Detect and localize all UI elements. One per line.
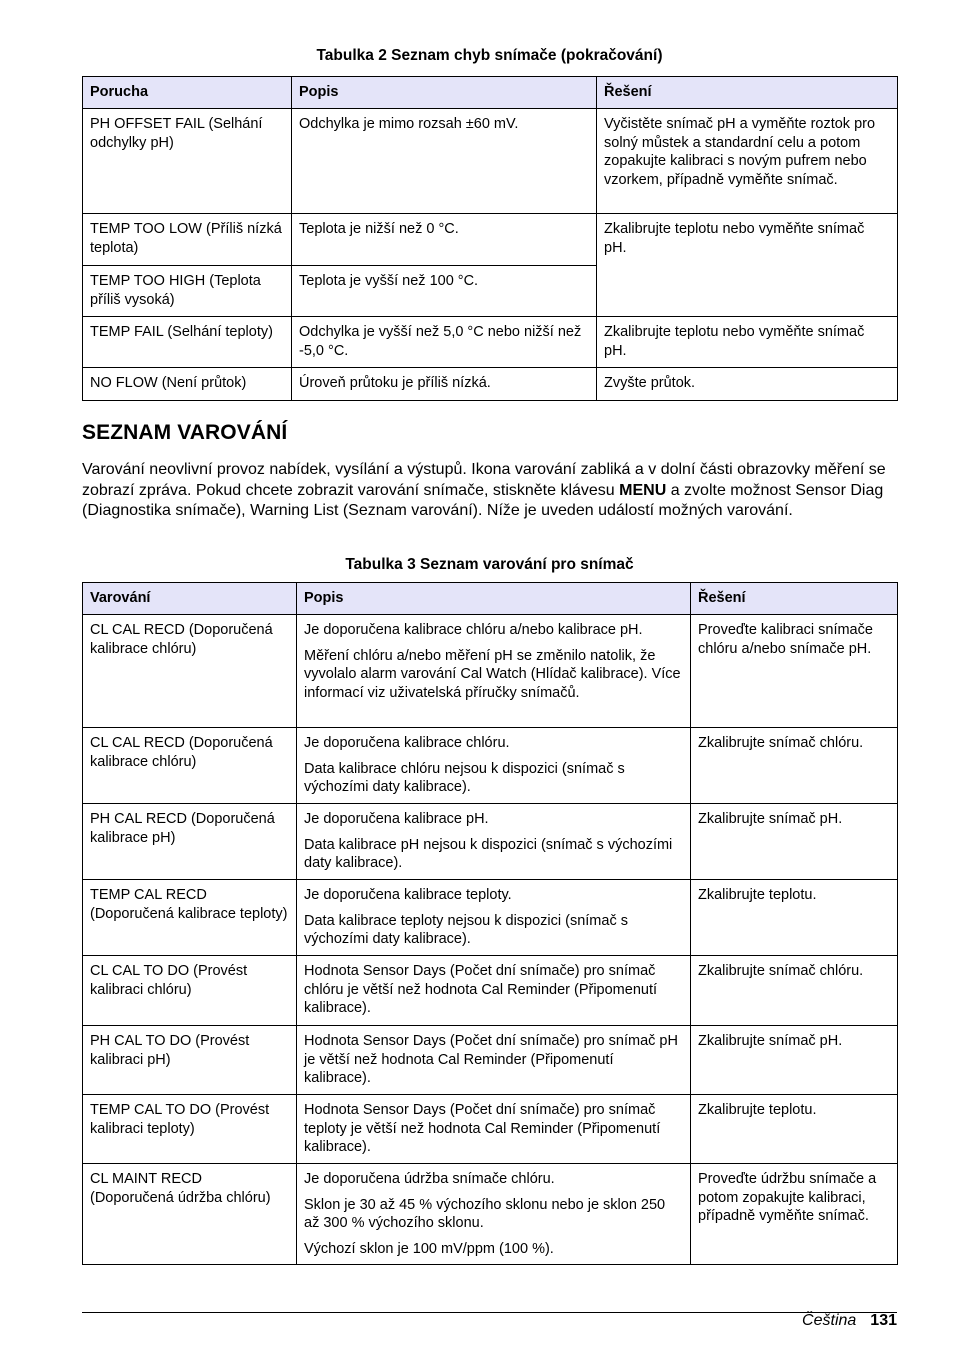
description-cell: Teplota je nižší než 0 °C.	[292, 214, 597, 266]
description-line: Sklon je 30 až 45 % výchozího sklonu nebo je sklon 250 až 300 % výchozího sklonu.	[304, 1196, 666, 1231]
table-header-row	[83, 77, 898, 109]
description-line: Je doporučena kalibrace chlóru a/nebo kalibrace pH.	[304, 622, 643, 638]
warning-cell: CL CAL RECD (Doporučená kalibrace chlóru)	[83, 615, 297, 728]
description-line: Je doporučena údržba snímače chlóru.	[304, 1171, 555, 1187]
warning-cell: TEMP CAL TO DO (Provést kalibraci teploty)	[83, 1095, 297, 1164]
table-row	[83, 615, 898, 728]
description-line: Měření chlóru a/nebo měření pH se změnilo natolik, že vyvolalo alarm varování Cal Watch (Hlídač kalibrace). Více informací viz uživatelská příručky snímačů.	[304, 647, 681, 701]
table-row	[83, 1026, 898, 1095]
solution-cell: Zkalibrujte snímač pH.	[691, 804, 898, 880]
description-cell: Teplota je vyšší než 100 °C.	[292, 266, 597, 317]
warning-cell: TEMP CAL RECD (Doporučená kalibrace teploty)	[83, 880, 297, 956]
footer-divider	[82, 1312, 897, 1313]
fault-cell: TEMP TOO LOW (Příliš nízká teplota)	[83, 214, 292, 266]
solution-cell: Zkalibrujte teplotu.	[691, 1095, 898, 1164]
section-intro	[82, 460, 897, 522]
table-row	[83, 368, 898, 401]
warning-cell: CL CAL RECD (Doporučená kalibrace chlóru)	[83, 728, 297, 804]
description-cell	[297, 615, 691, 728]
description-cell	[297, 880, 691, 956]
description-cell	[297, 728, 691, 804]
warning-cell: CL CAL TO DO (Provést kalibraci chlóru)	[83, 956, 297, 1026]
table-row	[83, 109, 898, 214]
description-cell	[297, 1164, 691, 1265]
table-row	[83, 728, 898, 804]
solution-cell: Zkalibrujte snímač chlóru.	[691, 728, 898, 804]
description-cell: Úroveň průtoku je příliš nízká.	[292, 368, 597, 401]
solution-cell: Zkalibrujte teplotu nebo vyměňte snímač pH.	[597, 214, 898, 317]
table-header-row	[83, 583, 898, 615]
description-cell: Hodnota Sensor Days (Počet dní snímače) pro snímač chlóru je větší než hodnota Cal Reminder (Připomenutí kalibrace).	[297, 956, 691, 1026]
description-line: Je doporučena kalibrace chlóru.	[304, 735, 510, 751]
intro-text: a zvolte možnost Sensor Diag (Diagnostika snímače), Warning List (Seznam varování). Níže je uveden událostí možných varování.	[82, 481, 884, 520]
description-cell: Hodnota Sensor Days (Počet dní snímače) pro snímač teploty je větší než hodnota Cal Reminder (Připomenutí kalibrace).	[297, 1095, 691, 1164]
column-header-description: Popis	[297, 583, 691, 615]
table-row	[83, 956, 898, 1026]
solution-cell: Zkalibrujte teplotu nebo vyměňte snímač pH.	[597, 317, 898, 368]
description-cell: Hodnota Sensor Days (Počet dní snímače) pro snímač pH je větší než hodnota Cal Reminder (Připomenutí kalibrace).	[297, 1026, 691, 1095]
solution-cell: Proveďte kalibraci snímače chlóru a/nebo snímače pH.	[691, 615, 898, 728]
table-row	[83, 317, 898, 368]
page-footer	[802, 1312, 897, 1330]
description-cell: Odchylka je mimo rozsah ±60 mV.	[292, 109, 597, 214]
column-header-description: Popis	[292, 77, 597, 109]
column-header-warning: Varování	[83, 583, 297, 615]
table-2-caption: Tabulka 2 Seznam chyb snímače (pokračování)	[316, 47, 663, 64]
table-row	[83, 880, 898, 956]
table-3-caption: Tabulka 3 Seznam varování pro snímač	[345, 556, 634, 573]
table-row	[83, 804, 898, 880]
description-line: Výchozí sklon je 100 mV/ppm (100 %).	[304, 1240, 554, 1257]
solution-cell: Zkalibrujte snímač chlóru.	[691, 956, 898, 1026]
solution-cell: Zvyšte průtok.	[597, 368, 898, 401]
table-row	[83, 1164, 898, 1265]
description-line: Data kalibrace chlóru nejsou k dispozici (snímač s výchozími daty kalibrace).	[304, 760, 625, 795]
column-header-fault: Porucha	[83, 77, 292, 109]
description-line: Je doporučena kalibrace teploty.	[304, 887, 512, 903]
intro-text: Varování neovlivní provoz nabídek, vysílání a výstupů. Ikona varování zabliká a v dolní části obrazovky měření se zobrazí zpráva. Pokud chcete zobrazit varování snímače, stiskněte klávesu	[82, 461, 886, 499]
description-line: Data kalibrace pH nejsou k dispozici (snímač s výchozími daty kalibrace).	[304, 836, 673, 871]
table-row	[83, 1095, 898, 1164]
solution-cell: Zkalibrujte snímač pH.	[691, 1026, 898, 1095]
table-row	[83, 214, 898, 266]
section-heading: SEZNAM VAROVÁNÍ	[82, 421, 288, 444]
column-header-solution: Řešení	[597, 77, 898, 109]
menu-key-label: MENU	[619, 481, 667, 499]
footer-language: Čeština	[802, 1312, 857, 1329]
fault-cell: TEMP TOO HIGH (Teplota příliš vysoká)	[83, 266, 292, 317]
solution-cell: Zkalibrujte teplotu.	[691, 880, 898, 956]
sensor-warning-table	[82, 582, 898, 1265]
sensor-error-table	[82, 76, 898, 401]
fault-cell: TEMP FAIL (Selhání teploty)	[83, 317, 292, 368]
column-header-solution: Řešení	[691, 583, 898, 615]
warning-cell: CL MAINT RECD (Doporučená údržba chlóru)	[83, 1164, 297, 1265]
description-line: Je doporučena kalibrace pH.	[304, 811, 489, 827]
description-cell	[297, 804, 691, 880]
description-line: Data kalibrace teploty nejsou k dispozici (snímač s výchozími daty kalibrace).	[304, 912, 628, 947]
page-number: 131	[870, 1312, 897, 1329]
warning-cell: PH CAL TO DO (Provést kalibraci pH)	[83, 1026, 297, 1095]
warning-cell: PH CAL RECD (Doporučená kalibrace pH)	[83, 804, 297, 880]
description-cell: Odchylka je vyšší než 5,0 °C nebo nižší než -5,0 °C.	[292, 317, 597, 368]
fault-cell: PH OFFSET FAIL (Selhání odchylky pH)	[83, 109, 292, 214]
fault-cell: NO FLOW (Není průtok)	[83, 368, 292, 401]
solution-cell: Vyčistěte snímač pH a vyměňte roztok pro solný můstek a standardní celu a potom zopakujte kalibraci s novým pufrem nebo vzorkem, případně vyměňte snímač.	[597, 109, 898, 214]
solution-cell: Proveďte údržbu snímače a potom zopakujte kalibraci, případně vyměňte snímač.	[691, 1164, 898, 1265]
